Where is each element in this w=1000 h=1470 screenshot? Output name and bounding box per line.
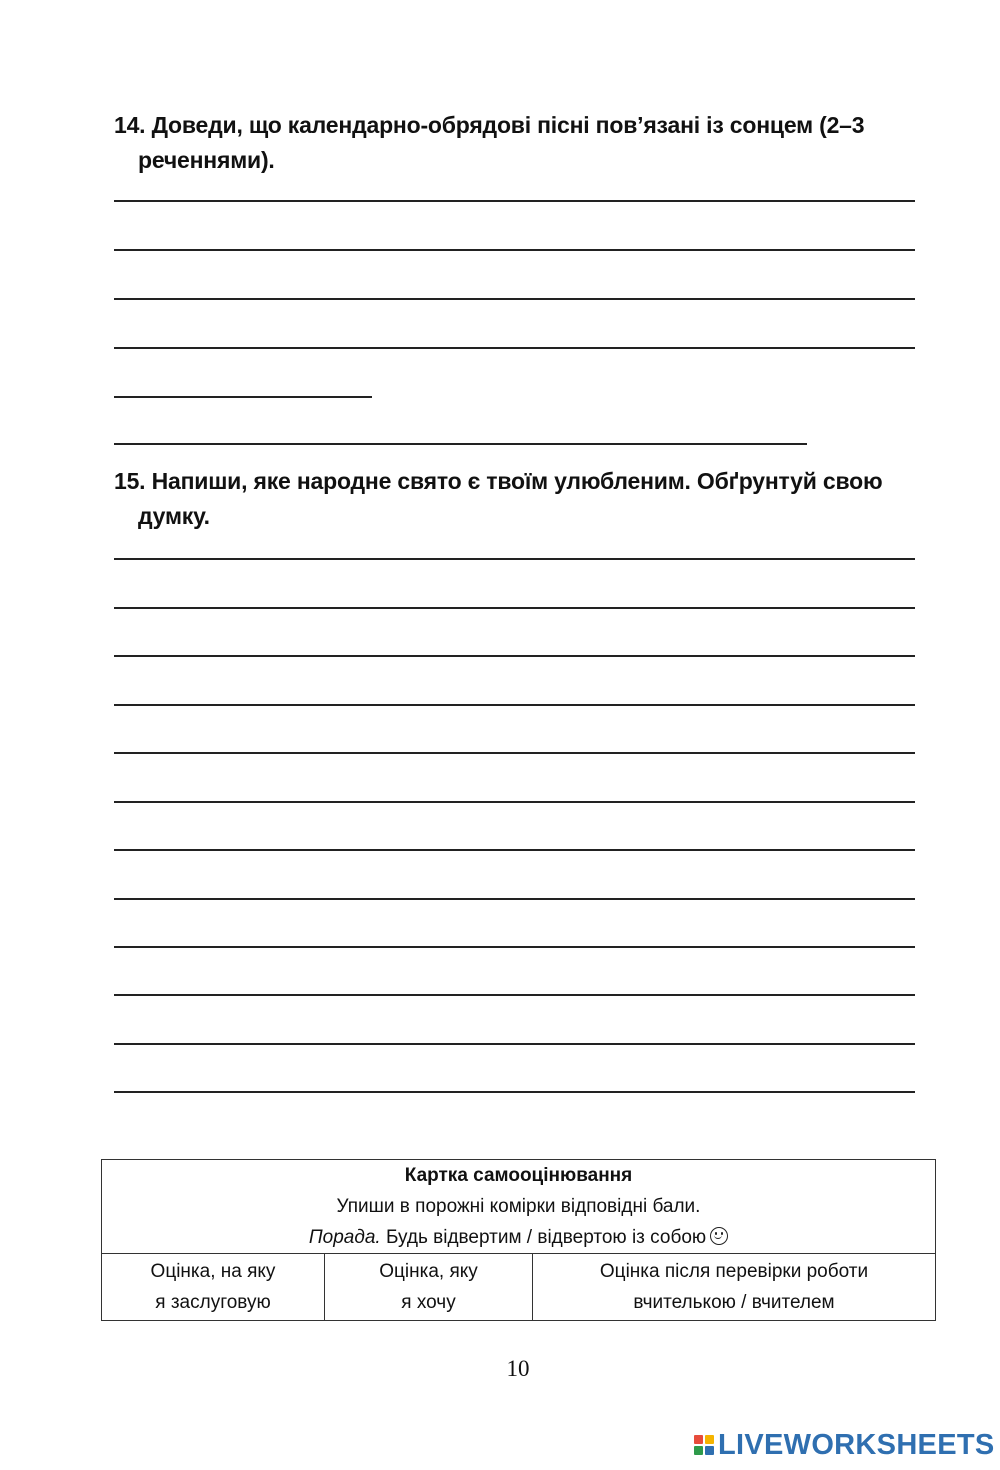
answer-line-q14-4[interactable] [114,347,915,349]
question-14 [114,108,934,178]
question-text-continued: думку. [138,503,210,529]
answer-line-q14-6[interactable] [114,443,807,445]
answer-line-q14-2[interactable] [114,249,915,251]
self-assessment-column-teacher[interactable] [533,1254,936,1321]
question-text: Напиши, яке народне свято є твоїм улюбленим. Обґрунтуй свою [151,468,883,494]
column-label-line1: Оцінка, на яку [150,1261,276,1282]
column-label-line2: я заслуговую [155,1292,271,1313]
answer-line-q15-3[interactable] [114,655,915,657]
self-assessment-header [102,1160,936,1254]
answer-line-q15-8[interactable] [114,898,915,900]
self-assessment-column-desired[interactable] [325,1254,533,1321]
question-number: 14. [114,112,146,138]
column-label-line1: Оцінка після перевірки роботи [599,1261,869,1282]
answer-line-q14-1[interactable] [114,200,915,202]
liveworksheets-logo-icon [694,1435,714,1455]
page-number: 10 [506,1356,530,1381]
question-15 [114,464,934,534]
column-label-line1: Оцінка, яку [379,1261,478,1282]
smiley-icon [710,1227,728,1245]
answer-line-q15-9[interactable] [114,946,915,948]
self-assessment-instruction: Упиши в порожні комірки відповідні бали. [336,1196,701,1217]
answer-line-q15-11[interactable] [114,1043,915,1045]
answer-line-q15-7[interactable] [114,849,915,851]
answer-line-q14-5[interactable] [114,396,372,398]
question-text: Доведи, що календарно-обрядові пісні пов’язані із сонцем (2–3 [151,112,865,138]
brand-name: LIVEWORKSHEETS [718,1428,995,1461]
tip-text: Будь відвертим / відвертою із собою [385,1227,707,1248]
self-assessment-card [101,1159,936,1321]
answer-line-q15-6[interactable] [114,801,915,803]
answer-line-q14-3[interactable] [114,298,915,300]
answer-line-q15-12[interactable] [114,1091,915,1093]
answer-line-q15-2[interactable] [114,607,915,609]
column-label-line2: вчителькою / вчителем [633,1292,835,1313]
question-number: 15. [114,468,146,494]
answer-line-q15-5[interactable] [114,752,915,754]
question-text-continued: реченнями). [138,147,275,173]
answer-line-q15-10[interactable] [114,994,915,996]
column-label-line2: я хочу [401,1292,456,1313]
answer-line-q15-1[interactable] [114,558,915,560]
liveworksheets-brand [694,1428,995,1462]
self-assessment-column-deserved[interactable] [102,1254,325,1321]
self-assessment-title: Картка самооцінювання [404,1165,633,1186]
self-assessment-tip [102,1222,935,1253]
tip-label: Порада. [308,1227,381,1248]
answer-line-q15-4[interactable] [114,704,915,706]
